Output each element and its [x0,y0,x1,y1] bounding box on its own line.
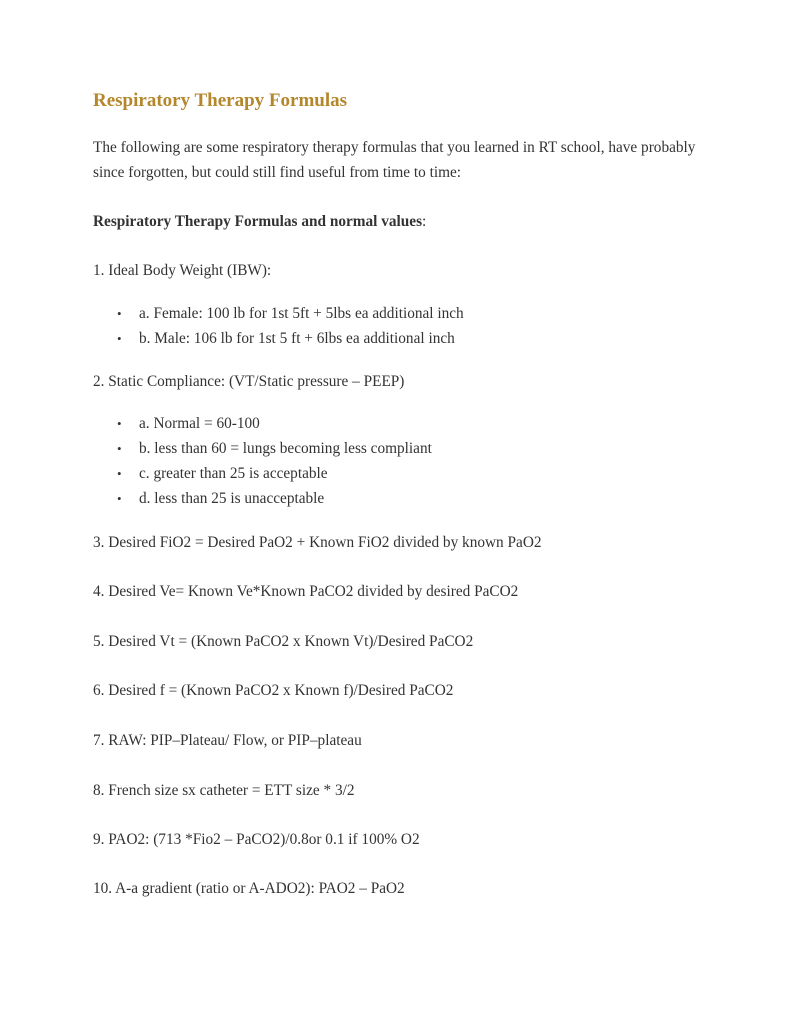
formula-item-8: 8. French size sx catheter = ETT size * 3/2 [93,782,355,799]
list-item [93,461,432,486]
formula-item-10: 10. A-a gradient (ratio or A-ADO2): PAO2 – PaO2 [93,880,405,897]
formula-item-7: 7. RAW: PIP–Plateau/ Flow, or PIP–plateau [93,732,362,749]
list-item [93,411,432,436]
formula-item-5: 5. Desired Vt = (Known PaCO2 x Known Vt)/Desired PaCO2 [93,633,474,650]
bullet-icon: • [117,331,122,346]
formula-item-6: 6. Desired f = (Known PaCO2 x Known f)/Desired PaCO2 [93,682,454,699]
list-item-text: b. less than 60 = lungs becoming less compliant [139,440,432,457]
formula-item-9: 9. PAO2: (713 *Fio2 – PaCO2)/0.8or 0.1 if 100% O2 [93,831,420,848]
section-heading-text: Respiratory Therapy Formulas and normal values [93,213,423,230]
list-item-text: a. Normal = 60-100 [139,415,260,432]
section-heading-colon: : [422,213,427,230]
bullet-icon: • [117,416,122,431]
bullet-icon: • [117,441,122,456]
formula-item-1: 1. Ideal Body Weight (IBW): [93,262,272,279]
list-item [93,486,432,511]
list-item [93,326,464,351]
formula-item-4: 4. Desired Ve= Known Ve*Known PaCO2 divided by desired PaCO2 [93,583,519,600]
list-item [93,436,432,461]
list-item [93,301,464,326]
list-item-text: b. Male: 106 lb for 1st 5 ft + 6lbs ea additional inch [139,330,455,347]
intro-paragraph: The following are some respiratory therapy formulas that you learned in RT school, have probably since forgotten, but could still find useful from time to time: [93,139,696,181]
formula-item-3: 3. Desired FiO2 = Desired PaO2 + Known FiO2 divided by known PaO2 [93,534,542,551]
section-heading [93,209,426,234]
formula-item-2: 2. Static Compliance: (VT/Static pressure – PEEP) [93,373,405,390]
bullet-icon: • [117,466,122,481]
list-item-text: c. greater than 25 is acceptable [139,465,328,482]
compliance-bullet-list [93,411,432,511]
bullet-icon: • [117,491,122,506]
article-title: Respiratory Therapy Formulas [93,90,348,111]
list-item-text: d. less than 25 is unacceptable [139,490,325,507]
list-item-text: a. Female: 100 lb for 1st 5ft + 5lbs ea additional inch [139,305,464,322]
ibw-bullet-list [93,301,464,351]
bullet-icon: • [117,306,122,321]
